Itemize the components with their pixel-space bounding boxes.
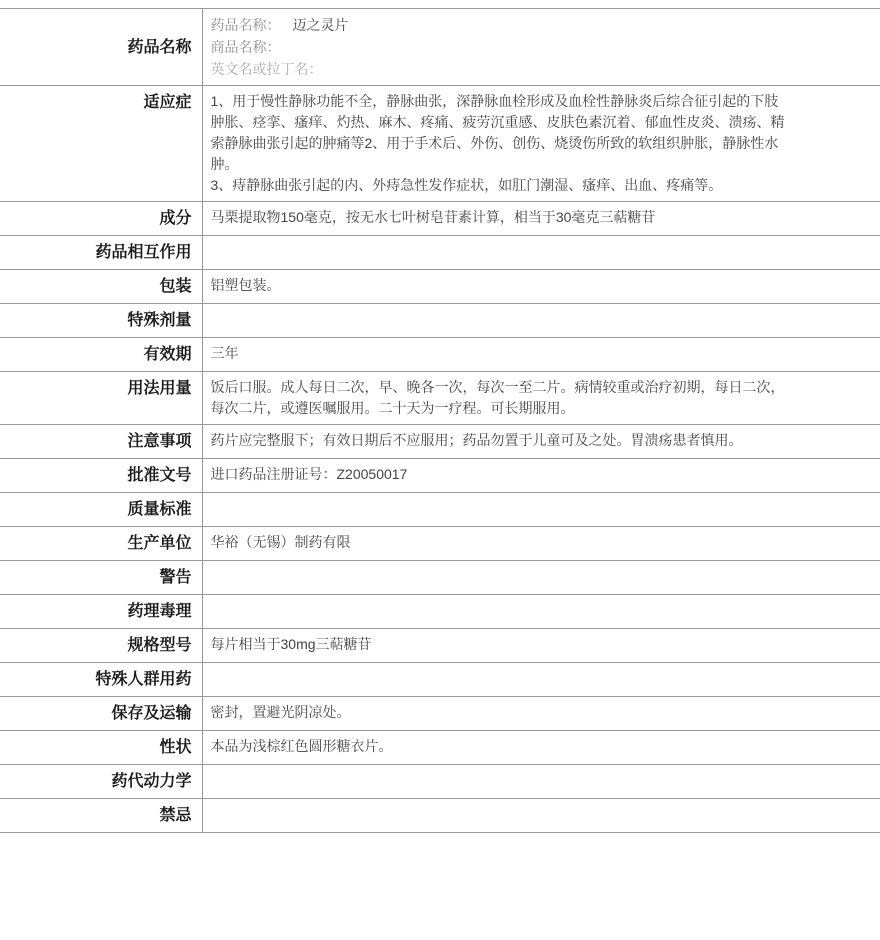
row-value xyxy=(202,629,880,663)
row-label: 药代动力学 xyxy=(0,765,202,799)
row-label: 特殊人群用药 xyxy=(0,663,202,697)
row-value xyxy=(202,459,880,493)
row-label: 批准文号 xyxy=(0,459,202,493)
row-value xyxy=(202,202,880,236)
table-row xyxy=(0,527,880,561)
table-row xyxy=(0,663,880,697)
row-value xyxy=(202,9,880,86)
value-paragraph: 1、用于慢性静脉功能不全，静脉曲张，深静脉血栓形成及血栓性静脉炎后综合征引起的下肢肿胀、痉挛、瘙痒、灼热、麻木、疼痛、疲劳沉重感、皮肤色素沉着、郁血性皮炎、溃疡、精索静脉曲张引起的肿痛等2、用于手术后、外伤、创伤、烧烫伤所致的软组织肿胀，静脉性水肿。 xyxy=(210,93,785,172)
value-paragraph: 铝塑包装。 xyxy=(210,277,281,293)
field-value: 迈之灵片 xyxy=(292,17,349,33)
row-label: 保存及运输 xyxy=(0,697,202,731)
table-row xyxy=(0,595,880,629)
row-label: 生产单位 xyxy=(0,527,202,561)
row-value-inner xyxy=(211,275,789,296)
table-row xyxy=(0,799,880,833)
row-value xyxy=(202,304,880,338)
row-value-inner xyxy=(211,430,789,451)
value-paragraph: 3、痔静脉曲张引起的内、外痔急性发作症状，如肛门潮湿、瘙痒、出血、疼痛等。 xyxy=(210,177,723,193)
value-paragraph: 本品为浅棕红色圆形糖衣片。 xyxy=(210,738,393,754)
row-value xyxy=(202,236,880,270)
value-paragraph: 进口药品注册证号：Z20050017 xyxy=(210,466,408,482)
row-value-inner xyxy=(211,634,789,655)
row-value xyxy=(202,372,880,425)
row-label: 药品名称 xyxy=(0,9,202,86)
name-field-line xyxy=(211,14,789,36)
table-row xyxy=(0,304,880,338)
row-value-inner xyxy=(211,14,789,80)
field-prefix: 药品名称： xyxy=(210,17,281,33)
row-label: 适应症 xyxy=(0,86,202,202)
row-value xyxy=(202,697,880,731)
name-field-line xyxy=(211,36,789,58)
table-row xyxy=(0,561,880,595)
table-row xyxy=(0,459,880,493)
table-row xyxy=(0,425,880,459)
value-paragraph: 华裕（无锡）制药有限 xyxy=(210,534,351,550)
row-value-inner xyxy=(211,377,789,419)
table-row xyxy=(0,236,880,270)
row-value xyxy=(202,799,880,833)
row-label: 药品相互作用 xyxy=(0,236,202,270)
row-label: 性状 xyxy=(0,731,202,765)
field-prefix: 商品名称： xyxy=(210,39,281,55)
value-paragraph: 药片应完整服下；有效日期后不应服用；药品勿置于儿童可及之处。胃溃疡患者慎用。 xyxy=(210,432,743,448)
table-row xyxy=(0,697,880,731)
row-value xyxy=(202,425,880,459)
value-paragraph: 马栗提取物150毫克，按无水七叶树皂苷素计算，相当于30毫克三萜糖苷 xyxy=(210,209,656,225)
row-value xyxy=(202,527,880,561)
table-row xyxy=(0,9,880,86)
row-label: 有效期 xyxy=(0,338,202,372)
row-label: 警告 xyxy=(0,561,202,595)
field-prefix: 英文名或拉丁名： xyxy=(210,61,323,77)
row-value xyxy=(202,731,880,765)
table-row xyxy=(0,86,880,202)
table-row xyxy=(0,270,880,304)
row-value xyxy=(202,595,880,629)
row-value-inner xyxy=(211,91,789,196)
table-row xyxy=(0,731,880,765)
table-row xyxy=(0,629,880,663)
row-value xyxy=(202,270,880,304)
drug-info-table xyxy=(0,8,880,833)
table-row xyxy=(0,765,880,799)
row-label: 质量标准 xyxy=(0,493,202,527)
row-label: 用法用量 xyxy=(0,372,202,425)
row-value-inner xyxy=(211,207,789,228)
row-label: 药理毒理 xyxy=(0,595,202,629)
row-value-inner xyxy=(211,702,789,723)
row-label: 禁忌 xyxy=(0,799,202,833)
row-value-inner xyxy=(211,532,789,553)
table-row xyxy=(0,202,880,236)
row-value xyxy=(202,663,880,697)
row-value-inner xyxy=(211,343,789,364)
row-label: 注意事项 xyxy=(0,425,202,459)
value-paragraph: 密封，置避光阴凉处。 xyxy=(210,704,351,720)
row-value xyxy=(202,338,880,372)
name-field-line xyxy=(211,58,789,80)
table-row xyxy=(0,338,880,372)
drug-info-table-body xyxy=(0,9,880,833)
row-value xyxy=(202,86,880,202)
value-paragraph: 饭后口服。成人每日二次，早、晚各一次，每次一至二片。病情较重或治疗初期，每日二次，每次二片，或遵医嘱服用。二十天为一疗程。可长期服用。 xyxy=(210,379,785,416)
row-value xyxy=(202,765,880,799)
row-value-inner xyxy=(211,464,789,485)
table-row xyxy=(0,372,880,425)
row-label: 包装 xyxy=(0,270,202,304)
row-value xyxy=(202,561,880,595)
row-label: 规格型号 xyxy=(0,629,202,663)
value-paragraph: 每片相当于30mg三萜糖苷 xyxy=(210,636,372,652)
row-label: 特殊剂量 xyxy=(0,304,202,338)
row-label: 成分 xyxy=(0,202,202,236)
value-paragraph: 三年 xyxy=(210,345,239,361)
row-value xyxy=(202,493,880,527)
row-value-inner xyxy=(211,736,789,757)
table-row xyxy=(0,493,880,527)
